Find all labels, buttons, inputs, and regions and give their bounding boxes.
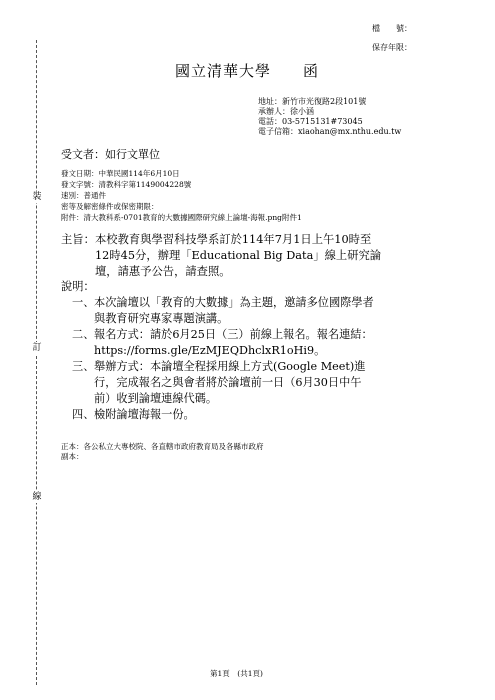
subject-text xyxy=(95,232,381,280)
item-line: 前）收到論壇連線代碼。 xyxy=(94,392,218,405)
delivery-speed: 速別：普通件 xyxy=(61,191,106,200)
binding-mark-top: 裝 xyxy=(32,192,42,202)
explanation-item xyxy=(72,327,373,359)
subject-label: 主旨： xyxy=(61,233,95,246)
item-number: 二、 xyxy=(72,328,95,341)
contact-block xyxy=(258,97,401,137)
item-number: 一、 xyxy=(72,296,95,309)
page-number: 第1頁 (共1頁) xyxy=(210,669,263,678)
item-line: 本次論壇以「教育的大數據」為主題，邀請多位國際學者 xyxy=(94,296,374,309)
phone: 電話：03-5715131#73045 xyxy=(258,117,363,126)
binding-mark-bottom: 線 xyxy=(32,492,42,502)
distribution-block xyxy=(61,442,264,462)
copy-recipients: 副本： xyxy=(61,452,84,461)
item-number: 三、 xyxy=(72,360,95,373)
meta-block xyxy=(61,168,302,223)
email: 電子信箱：xiaohan@mx.nthu.edu.tw xyxy=(258,127,402,136)
document-title: 國立清華大學 函 xyxy=(175,62,320,80)
handler: 承辦人：徐小涵 xyxy=(258,107,314,116)
item-line: 報名方式：請於6月25日（三）前線上報名。報名連結： xyxy=(94,328,373,341)
issue-date: 發文日期：中華民國114年6月10日 xyxy=(61,169,180,178)
item-number: 四、 xyxy=(72,408,95,421)
explanation-item xyxy=(72,407,195,423)
address: 地址：新竹市光復路2段101號 xyxy=(258,97,367,106)
file-number-label: 檔 號： xyxy=(372,24,412,33)
explanation-item xyxy=(72,359,365,407)
secrecy-level: 密等及解密條件或保密期限： xyxy=(61,202,159,211)
item-line: 行，完成報名之與會者將於論壇前一日（6月30日中午 xyxy=(94,376,362,389)
item-line: 舉辦方式：本論壇全程採用線上方式(Google Meet)進 xyxy=(94,360,366,373)
attachment: 附件：清大教科系-0701教育的大數據國際研究線上論壇-海報.png附件1 xyxy=(61,213,302,222)
binding-mark-middle: 訂 xyxy=(32,343,42,353)
subject-line: 本校教育與學習科技學系訂於114年7月1日上午10時至 xyxy=(95,233,372,246)
registration-link[interactable]: https://forms.gle/EzMJEQDhclxR1oHi9。 xyxy=(94,344,326,357)
main-recipients: 正本：各公私立大專校院、各直轄市政府教育局及各縣市政府 xyxy=(61,442,264,451)
item-line: 檢附論壇海報一份。 xyxy=(94,408,195,421)
item-line: 與教育研究專家專題演講。 xyxy=(94,312,229,325)
explanation-item xyxy=(72,295,374,327)
subject-line: 壇，請惠予公告，請查照。 xyxy=(95,265,231,278)
subject-line: 12時45分，辦理「Educational Big Data」線上研究論 xyxy=(95,249,382,262)
recipient: 受文者：如行文單位 xyxy=(61,148,160,161)
document-number: 發文字號：清教科字第1149004228號 xyxy=(61,180,192,189)
explanation-label: 說明： xyxy=(61,280,95,293)
retention-period-label: 保存年限： xyxy=(372,43,412,52)
binding-line xyxy=(36,40,37,685)
